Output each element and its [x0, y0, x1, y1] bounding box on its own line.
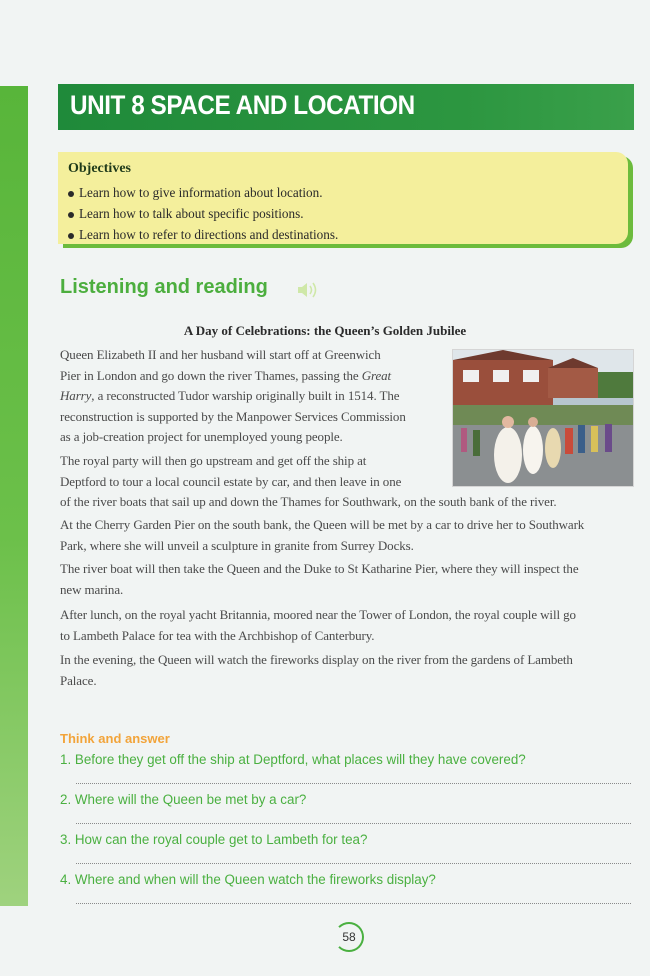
unit-banner: [58, 84, 634, 130]
speaker-icon[interactable]: [296, 280, 320, 300]
paragraph-2: The royal party will then go upstream and get off the ship at Deptford to tour a local council estate by car, and then leave in one of the river boats that sail up and down the Thames for Southwark, on the south bank of the river.: [60, 453, 557, 509]
page-number: 58: [334, 922, 364, 952]
side-color-bar: [0, 86, 28, 906]
bullet-icon: [68, 212, 74, 218]
question-1: 1. Before they get off the ship at Deptford, what places will they have covered?: [60, 752, 526, 767]
bullet-icon: [68, 233, 74, 239]
objective-item: Learn how to refer to directions and destinations.: [68, 224, 338, 245]
paragraph-3: At the Cherry Garden Pier on the south bank, the Queen will be met by a car to drive her to Southwark Park, where she will unveil a sculpture in granite from Surrey Docks.: [60, 517, 585, 553]
question-4: 4. Where and when will the Queen watch the fireworks display?: [60, 872, 436, 887]
article-title: A Day of Celebrations: the Queen’s Golden Jubilee: [183, 323, 467, 338]
answer-line-4[interactable]: [76, 903, 631, 904]
bullet-icon: [68, 191, 74, 197]
paragraph-6: In the evening, the Queen will watch the fireworks display on the river from the gardens of Lambeth Palace.: [60, 652, 573, 688]
objective-item: Learn how to give information about location.: [68, 182, 338, 203]
think-and-answer-title: Think and answer: [60, 731, 170, 746]
answer-line-1[interactable]: [76, 783, 631, 784]
answer-line-2[interactable]: [76, 823, 631, 824]
answer-line-3[interactable]: [76, 863, 631, 864]
objectives-title: Objectives: [68, 161, 131, 176]
paragraph-5: After lunch, on the royal yacht Britannia, moored near the Tower of London, the royal couple will go to Lambeth Palace for tea with the Archbishop of Canterbury.: [60, 607, 576, 643]
objectives-box: [58, 152, 628, 244]
objectives-list: [68, 182, 338, 245]
objective-item: Learn how to talk about specific positions.: [68, 203, 338, 224]
section-title: Listening and reading: [60, 276, 268, 298]
paragraph-4: The river boat will then take the Queen and the Duke to St Katharine Pier, where they will inspect the new marina.: [60, 561, 579, 597]
unit-title: UNIT 8 SPACE AND LOCATION: [70, 90, 415, 120]
question-2: 2. Where will the Queen be met by a car?: [60, 792, 307, 807]
paragraph-1: Queen Elizabeth II and her husband will start off at Greenwich Pier in London and go down the river Thames, passing the Great Harry, a reconstructed Tudor warship originally built in 1514. The reconstruction is supported by the Manpower Services Commission as a job-creation project for unemployed young people.: [60, 347, 406, 444]
question-3: 3. How can the royal couple get to Lambeth for tea?: [60, 832, 368, 847]
